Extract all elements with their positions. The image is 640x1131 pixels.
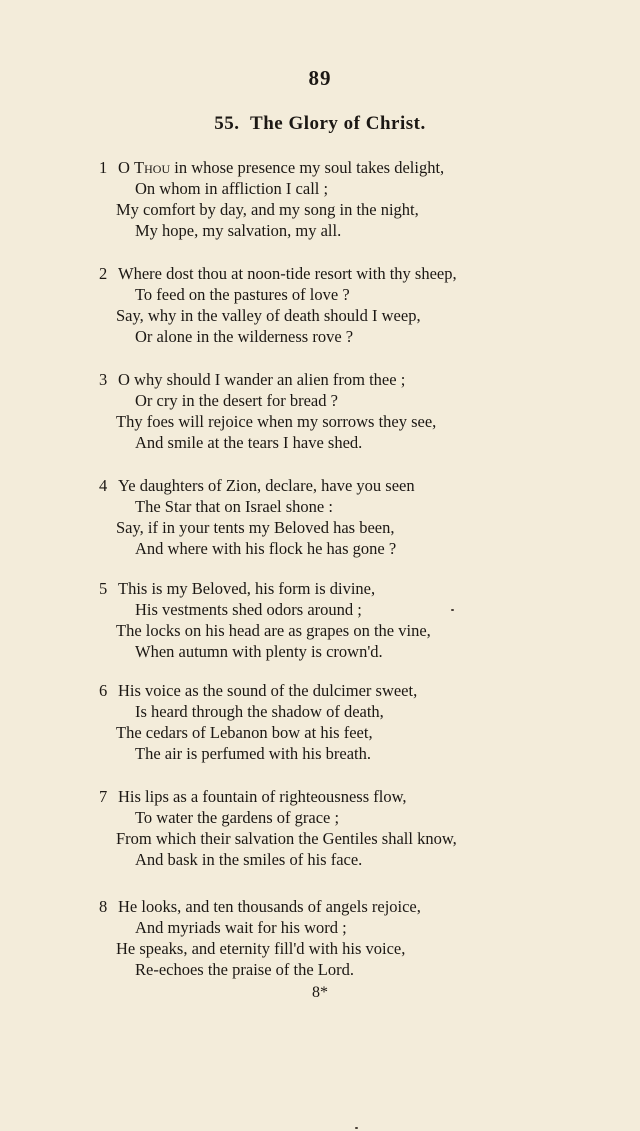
- stanza-line-2: To water the gardens of grace ;: [135, 808, 340, 827]
- stanza-line-2: To feed on the pastures of love ?: [135, 285, 350, 304]
- stanza-line-2: And myriads wait for his word ;: [135, 918, 347, 937]
- stanza-line-3: The locks on his head are as grapes on the vine,: [116, 621, 431, 640]
- stanza-line-3: Thy foes will rejoice when my sorrows they see,: [116, 412, 437, 431]
- stanza-line-4: When autumn with plenty is crown'd.: [135, 642, 383, 661]
- hymn-title: The Glory of Christ.: [250, 113, 426, 134]
- stanza-line-4: The air is perfumed with his breath.: [135, 744, 371, 763]
- stanza-line-4: Or alone in the wilderness rove ?: [135, 327, 354, 346]
- stanza-line-3: The cedars of Lebanon bow at his feet,: [116, 723, 373, 742]
- stanza-line-1: This is my Beloved, his form is divine,: [118, 579, 376, 598]
- stanza-line-2: His vestments shed odors around ;: [135, 600, 362, 619]
- stanza-line-1: His voice as the sound of the dulcimer sweet,: [118, 681, 418, 700]
- signature-mark: 8*: [312, 984, 328, 1001]
- hymn-heading: [0, 113, 640, 135]
- stanza-number: 6: [99, 681, 108, 700]
- page-number: 89: [308, 66, 332, 90]
- smallcaps-word: Thou: [134, 158, 171, 177]
- stanza-number: 8: [99, 897, 108, 916]
- stanza-line-1: O why should I wander an alien from thee ;: [118, 370, 406, 389]
- stanza-line-4: And smile at the tears I have shed.: [135, 433, 363, 452]
- stanza-number: 7: [99, 787, 108, 806]
- stanza-number: 1: [99, 158, 108, 177]
- stanza-line-2: On whom in affliction I call ;: [135, 179, 329, 198]
- stanza-line-2: Is heard through the shadow of death,: [135, 702, 384, 721]
- stanza-line-3: Say, why in the valley of death should I weep,: [116, 306, 421, 325]
- paper-speck: [451, 609, 454, 611]
- stanza-line-2: The Star that on Israel shone :: [135, 497, 333, 516]
- stanza-line-3: From which their salvation the Gentiles shall know,: [116, 829, 457, 848]
- stanza-number: 4: [99, 476, 108, 495]
- hymn-number: 55.: [214, 113, 240, 134]
- stanza-line-4: My hope, my salvation, my all.: [135, 221, 342, 240]
- paper-speck: [355, 1127, 358, 1129]
- stanza-line-1: His lips as a fountain of righteousness flow,: [118, 787, 407, 806]
- stanza-line-1: Where dost thou at noon-tide resort with thy sheep,: [118, 264, 457, 283]
- stanza-line-4: And where with his flock he has gone ?: [135, 539, 397, 558]
- stanza-line-2: Or cry in the desert for bread ?: [135, 391, 338, 410]
- stanza-number: 2: [99, 264, 108, 283]
- stanza-line-4: And bask in the smiles of his face.: [135, 850, 363, 869]
- stanza-number: 5: [99, 579, 108, 598]
- stanza-number: 3: [99, 370, 108, 389]
- stanza-line-3: My comfort by day, and my song in the night,: [116, 200, 419, 219]
- stanza-line-4: Re-echoes the praise of the Lord.: [135, 960, 354, 979]
- stanza-line-1: Ye daughters of Zion, declare, have you seen: [118, 476, 415, 495]
- stanza-line-1: O Thou in whose presence my soul takes delight,: [118, 158, 445, 177]
- stanza-line-3: Say, if in your tents my Beloved has been,: [116, 518, 395, 537]
- stanza-line-3: He speaks, and eternity fill'd with his voice,: [116, 939, 406, 958]
- stanza-line-1: He looks, and ten thousands of angels rejoice,: [118, 897, 421, 916]
